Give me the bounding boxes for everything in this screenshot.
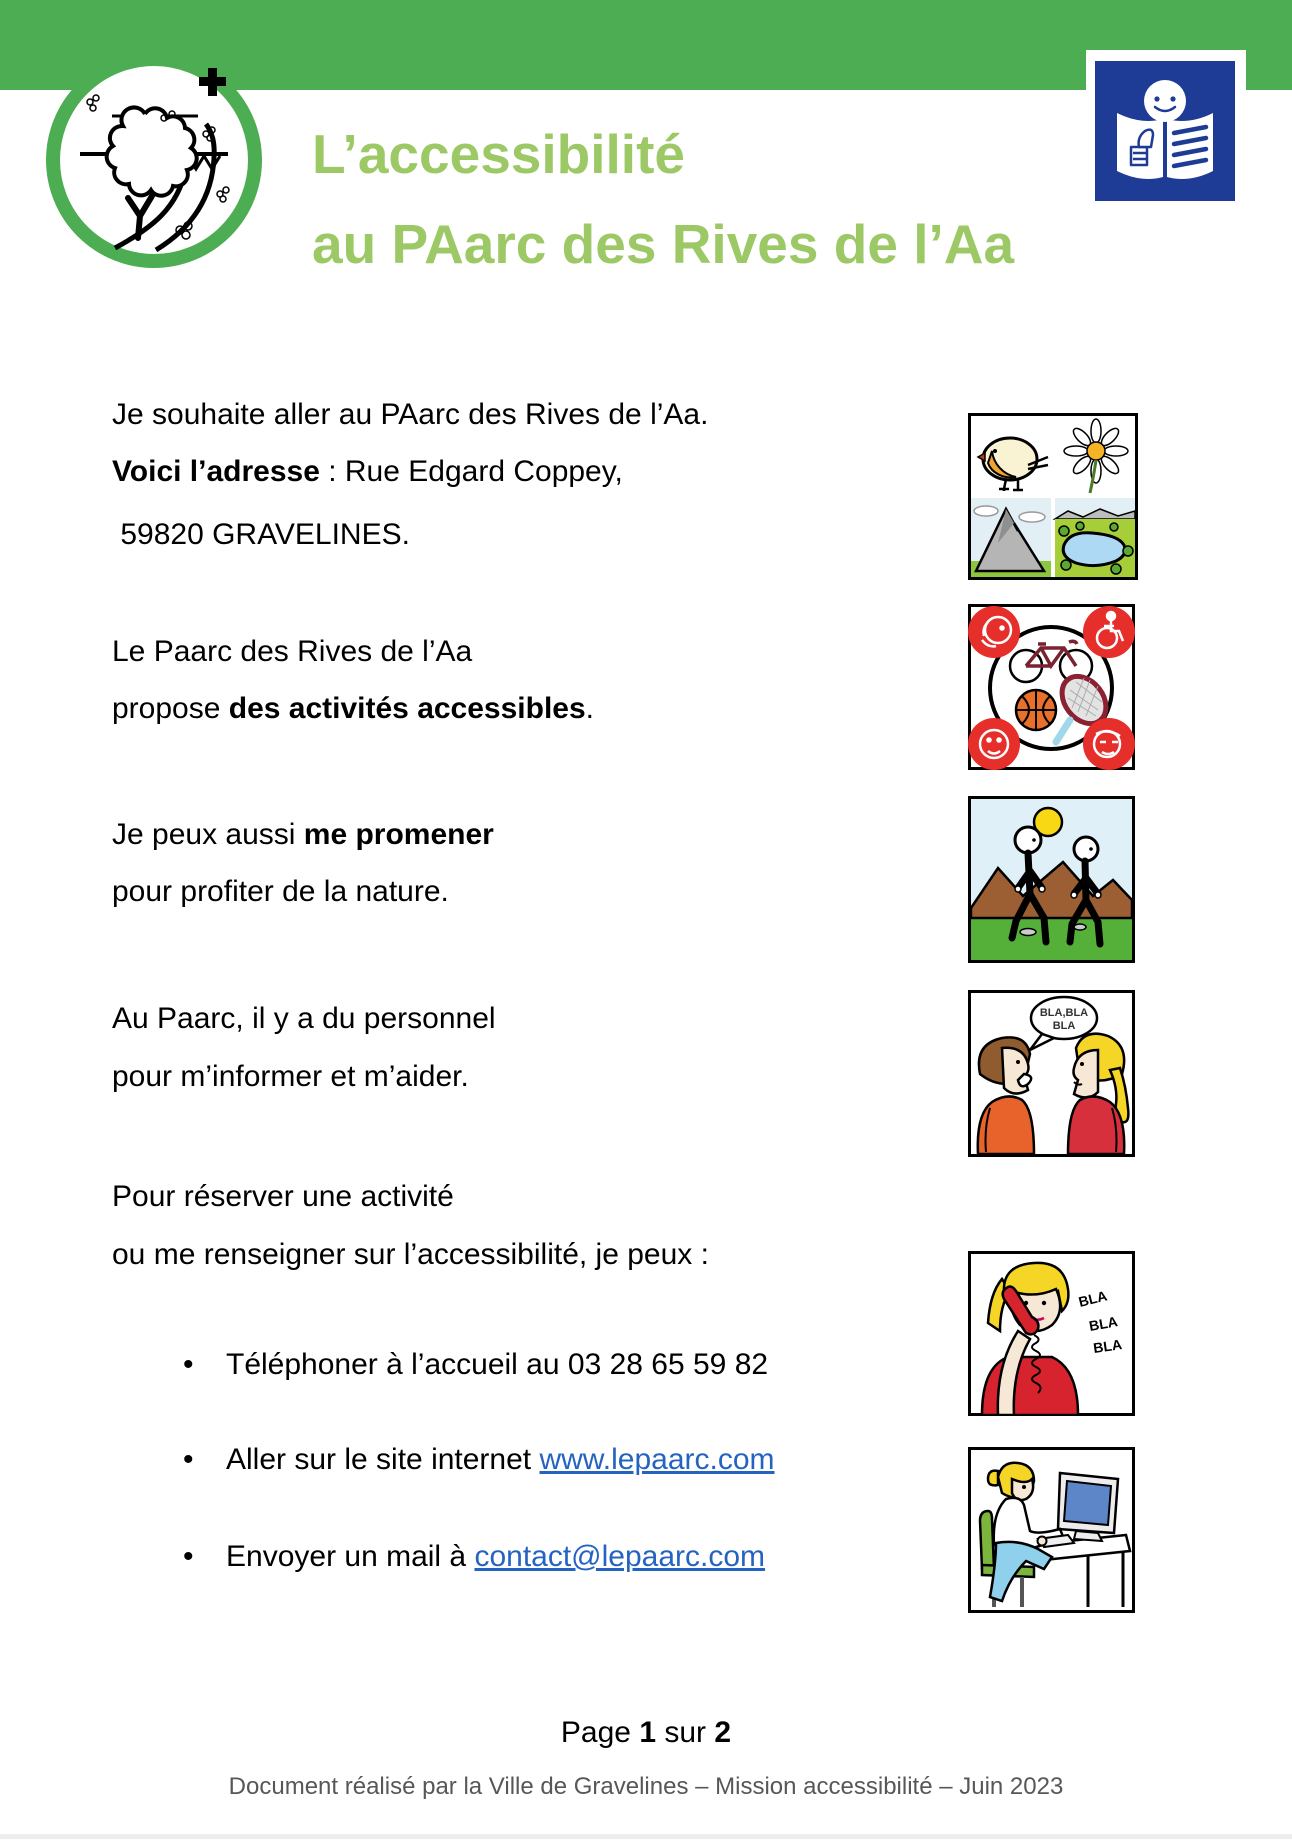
paragraph-2-line-2	[112, 691, 594, 727]
paragraph-1-line-1: Je souhaite aller au PAarc des Rives de l’Aa.	[112, 398, 709, 431]
woman-at-computer-icon	[968, 1447, 1135, 1613]
address-label: Voici l’adresse	[112, 455, 320, 488]
paragraph-1-line-2	[112, 454, 623, 490]
page-sur: sur	[656, 1716, 715, 1749]
paragraph-2-line-1: Le Paarc des Rives de l’Aa	[112, 635, 473, 668]
nature-grid-pictogram	[968, 413, 1138, 585]
walking-pictogram	[968, 796, 1135, 968]
p2-text: propose	[112, 692, 229, 725]
paragraph-1-line-3: 59820 GRAVELINES.	[112, 518, 410, 551]
paragraph-3-line-2: pour profiter de la nature.	[112, 875, 449, 908]
paragraph-5-line-1: Pour réserver une activité	[112, 1180, 454, 1213]
svg-text:BLA: BLA	[1087, 1313, 1119, 1334]
paragraph-3-line-1	[112, 817, 494, 853]
credit-line: Document réalisé par la Ville de Gravelines – Mission accessibilité – Juin 2023	[228, 1773, 1064, 1800]
people-walking-in-nature-icon	[968, 796, 1135, 963]
svg-text:BLA: BLA	[1076, 1287, 1109, 1310]
easy-to-read-box	[1086, 50, 1246, 224]
address-street: : Rue Edgard Coppey,	[319, 455, 623, 488]
woman-on-phone-icon	[968, 1251, 1135, 1416]
page-number	[0, 1716, 1292, 1750]
email-text	[226, 1539, 765, 1575]
phone-text: Téléphoner à l’accueil au 03 28 65 59 82	[226, 1348, 769, 1381]
website-text	[226, 1442, 775, 1478]
email-pre: Envoyer un mail à	[226, 1540, 475, 1573]
accessible-activities-icon	[968, 604, 1135, 770]
paarc-logo	[46, 52, 262, 268]
svg-text:BLA,BLA: BLA,BLA	[1039, 1007, 1089, 1019]
two-people-talking-icon	[968, 990, 1135, 1157]
bird-daisy-mountain-lake-grid-icon	[968, 413, 1138, 580]
phone-pictogram	[968, 1251, 1135, 1421]
email-link[interactable]: contact@lepaarc.com	[474, 1540, 766, 1573]
p3-text: Je peux aussi	[112, 818, 304, 851]
website-link[interactable]: www.lepaarc.com	[539, 1443, 775, 1476]
paragraph-4-line-2: pour m’informer et m’aider.	[112, 1060, 469, 1093]
computer-pictogram	[968, 1447, 1135, 1618]
paragraph-4-line-1: Au Paarc, il y a du personnel	[112, 1002, 496, 1035]
svg-text:BLA: BLA	[1092, 1336, 1123, 1356]
page-bottom-edge	[0, 1834, 1292, 1839]
page-title-line1: L’accessibilité	[312, 123, 685, 185]
p3-bold-text: me promener	[303, 818, 494, 851]
bullet-email	[183, 1539, 765, 1575]
page-label: Page	[560, 1716, 640, 1749]
page-current: 1	[639, 1716, 657, 1749]
page-title-line2: au PAarc des Rives de l’Aa	[312, 213, 1015, 275]
talking-pictogram	[968, 990, 1135, 1162]
website-pre: Aller sur le site internet	[226, 1443, 540, 1476]
paragraph-5-line-2: ou me renseigner sur l’accessibilité, je peux :	[112, 1238, 709, 1271]
bullet-dot: •	[183, 1443, 194, 1476]
svg-text:BLA: BLA	[1052, 1020, 1076, 1032]
bullet-phone	[183, 1347, 768, 1383]
bullet-dot: •	[183, 1348, 194, 1381]
page-total: 2	[714, 1716, 732, 1749]
bullet-website	[183, 1442, 775, 1478]
p2-period: .	[585, 692, 595, 725]
paarc-logo-icon	[60, 66, 248, 254]
easy-to-read-icon	[1095, 61, 1235, 201]
activities-pictogram	[968, 604, 1135, 775]
bullet-dot: •	[183, 1540, 194, 1573]
p2-bold-text: des activités accessibles	[228, 692, 586, 725]
